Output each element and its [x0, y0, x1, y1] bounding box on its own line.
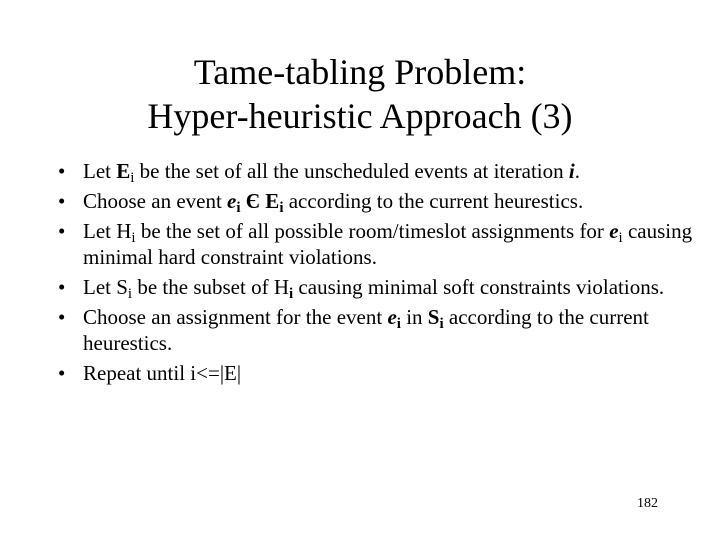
- bullet-icon: •: [58, 361, 66, 385]
- bullet-item: • Let $H_i$ be the set of all possible room/timeslot assignments for $e_i$ causing minimal hard constraint violations.: [58, 219, 693, 269]
- bullet-item: • Let $E_i$ be the set of all the unscheduled events at iteration i.: [58, 159, 580, 186]
- bullet-item: • Choose an assignment for the event $e_i$ in $S_i$ according to the current heurestics.: [58, 305, 649, 355]
- bullet-icon: •: [58, 159, 66, 183]
- title-line-1: Tame-tabling Problem:: [193, 52, 527, 92]
- bullet-icon: •: [58, 305, 66, 329]
- title-line-2: Hyper-heuristic Approach (3): [147, 96, 573, 136]
- slide-title: [0, 50, 720, 138]
- bullet-item: • Let $S_i$ be the subset of $H_i$ causing minimal soft constraints violations.: [58, 275, 665, 302]
- bullet-icon: •: [58, 219, 66, 243]
- bullet-icon: •: [58, 275, 66, 299]
- bullet-item: • Choose an event $e_i$ Є $E_i$ according to the current heurestics.: [58, 189, 584, 216]
- page-number: 182: [637, 496, 658, 511]
- bullet-item: • Repeat until i<=|E|: [58, 361, 242, 385]
- bullet-list: [58, 158, 698, 390]
- bullet-icon: •: [58, 189, 66, 213]
